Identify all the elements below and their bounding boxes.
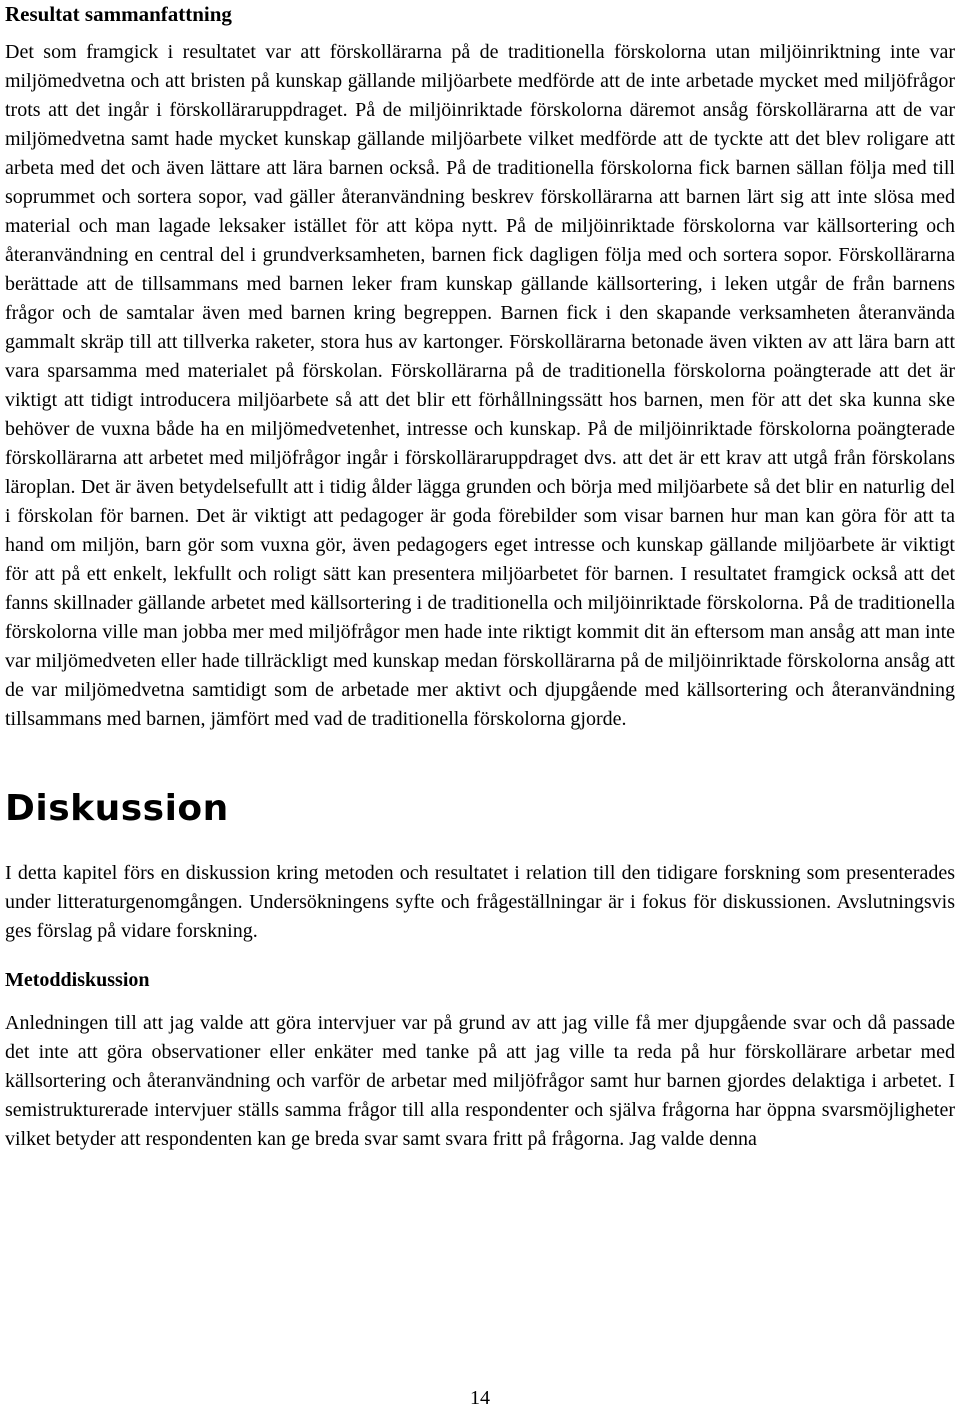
method-discussion-heading: Metoddiskussion (5, 969, 150, 991)
discussion-heading: Diskussion (5, 788, 229, 829)
method-discussion-paragraph: Anledningen till att jag valde att göra intervjuer var på grund av att jag ville få mer djupgående svar och då passade det inte att göra observationer eller enkäter med tanke på att jag ville ta reda på hur förskollärare arbetar med källsortering och återanvändning och varför de arbetar med miljöfrågor samt hur barnen gjordes delaktiga i arbetet. I semistrukturerade intervjuer ställs samma frågor till alla respondenter och själva frågorna har öppna svarsmöjligheter vilket betyder att respondenten kan ge breda svar samt svara fritt på frågorna. Jag valde denna (5, 1012, 955, 1150)
document-page (5, 0, 955, 1154)
results-summary-paragraph: Det som framgick i resultatet var att förskollärarna på de traditionella förskolorna utan miljöinriktning inte var miljömedvetna och att bristen på kunskap gällande miljöarbete medförde att de inte arbetade mycket med miljöfrågor trots att det ingår i förskolläraruppdraget. På de miljöinriktade förskolorna däremot ansåg förskollärarna att de var miljömedvetna samt hade mycket kunskap gällande miljöarbete vilket medförde att de tyckte att det blev roligare att arbeta med det och även lättare att lära barnen också. På de traditionella förskolorna fick barnen sällan följa med till soprummet och sortera sopor, vad gäller återanvändning beskrev förskollärarna att barnen lärt sig att inte slösa med material och man lagade leksaker istället för att köpa nytt. På de miljöinriktade förskolorna var källsortering och återanvändning en central del i grundverksamheten, barnen fick dagligen följa med och sortera sopor. Förskollärarna berättade att de tillsammans med barnen leker fram kunskap gällande källsortering, i leken utgår de från barnens frågor och de samtalar även med barnen kring begreppen. Barnen fick i den skapande verksamheten återanvända gammalt skräp till att tillverka raketer, stora hus av kartonger. Förskollärarna betonade även vikten av att lära barn att vara sparsamma med materialet på förskolan. Förskollärarna på de traditionella förskolorna poängterade att det är viktigt att tidigt introducera miljöarbete så att det blir ett förhållningssätt hos barnen, men för att det ska kunna ske behöver de vuxna både ha en miljömedvetenhet, intresse och kunskap. På de miljöinriktade förskolorna poängterade förskollärarna att arbetet med miljöfrågor ingår i förskolläraruppdraget dvs. att det är ett krav att utgå från förskolans läroplan. Det är även betydelsefullt att i tidig ålder lägga grunden och börja med miljöarbete så det blir en naturlig del i förskolan för barnen. Det är viktigt att pedagoger är goda förebilder som visar barnen hur man kan göra för att ta hand om miljön, barn gör som vuxna gör, även pedagogers eget intresse och kunskap gällande miljöarbete är viktigt för att på ett enkelt, lekfullt och roligt sätt kan presentera miljöarbetet för barnen. I resultatet framgick också att det fanns skillnader gällande arbetet med källsortering i de traditionella och miljöinriktade förskolorna. På de traditionella förskolorna ville man jobba mer med miljöfrågor men hade inte riktigt kommit dit än eftersom man ansåg att man inte var miljömedveten eller hade tillräckligt med kunskap medan förskollärarna på de miljöinriktade förskolorna ansåg att de var miljömedvetna samtidigt som de arbetade mer aktivt och djupgående med källsortering och återanvändning tillsammans med barnen, jämfört med vad de traditionella förskolorna gjorde. (5, 41, 955, 730)
page-number: 14 (470, 1387, 490, 1409)
results-summary-heading: Resultat sammanfattning (5, 2, 232, 26)
discussion-intro-paragraph: I detta kapitel förs en diskussion kring metoden och resultatet i relation till den tidigare forskning som presenterades under litteraturgenomgången. Undersökningens syfte och frågeställningar är i fokus för diskussionen. Avslutningsvis ges förslag på vidare forskning. (5, 862, 955, 942)
